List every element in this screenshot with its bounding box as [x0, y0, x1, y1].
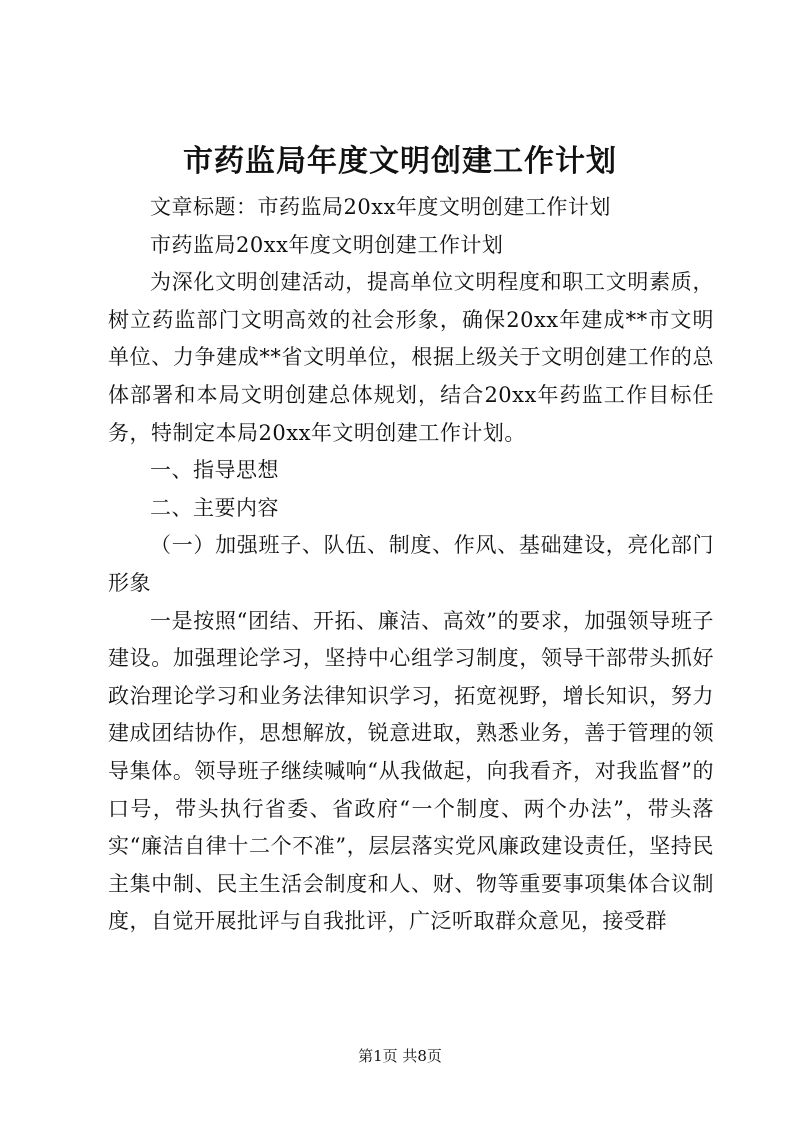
- section-heading-main-content: 二、主要内容: [150, 495, 279, 520]
- section-heading-guiding-thought: 一、指导思想: [150, 458, 279, 483]
- intro-paragraph: 为深化文明创建活动，提高单位文明程度和职工文明素质，树立药监部门文明高效的社会形象，确保20xx年建成**市文明单位、力争建成**省文明单位，根据上级关于文明创建工作的总体部署和本局文明创建总体规划，结合20xx年药监工作目标任务，特制定本局20xx年文明创建工作计划。: [108, 270, 714, 445]
- document-title: 市药监局年度文明创建工作计划: [183, 144, 617, 179]
- plan-name-line: 市药监局20xx年度文明创建工作计划: [150, 232, 504, 257]
- document-body: [108, 189, 714, 941]
- subsection-heading-1: （一）加强班子、队伍、制度、作风、基础建设，亮化部门形象: [108, 533, 714, 595]
- article-title-line: 文章标题：市药监局20xx年度文明创建工作计划: [150, 195, 611, 219]
- page-footer: 第1页 共8页: [358, 1047, 442, 1065]
- body-paragraph-1: 一是按照“团结、开拓、廉洁、高效”的要求，加强领导班子建设。加强理论学习，坚持中心组学习制度，领导干部带头抓好政治理论学习和业务法律知识学习，拓宽视野，增长知识，努力建成团结协作，思想解放，锐意进取，熟悉业务，善于管理的领导集体。领导班子继续喊响“从我做起，向我看齐，对我监督”的口号，带头执行省委、省政府“一个制度、两个办法”，带头落实“廉洁自律十二个不准”，层层落实党风廉政建设责任，坚持民主集中制、民主生活会制度和人、财、物等重要事项集体合议制度，自觉开展批评与自我批评，广泛听取群众意见，接受群: [108, 608, 714, 934]
